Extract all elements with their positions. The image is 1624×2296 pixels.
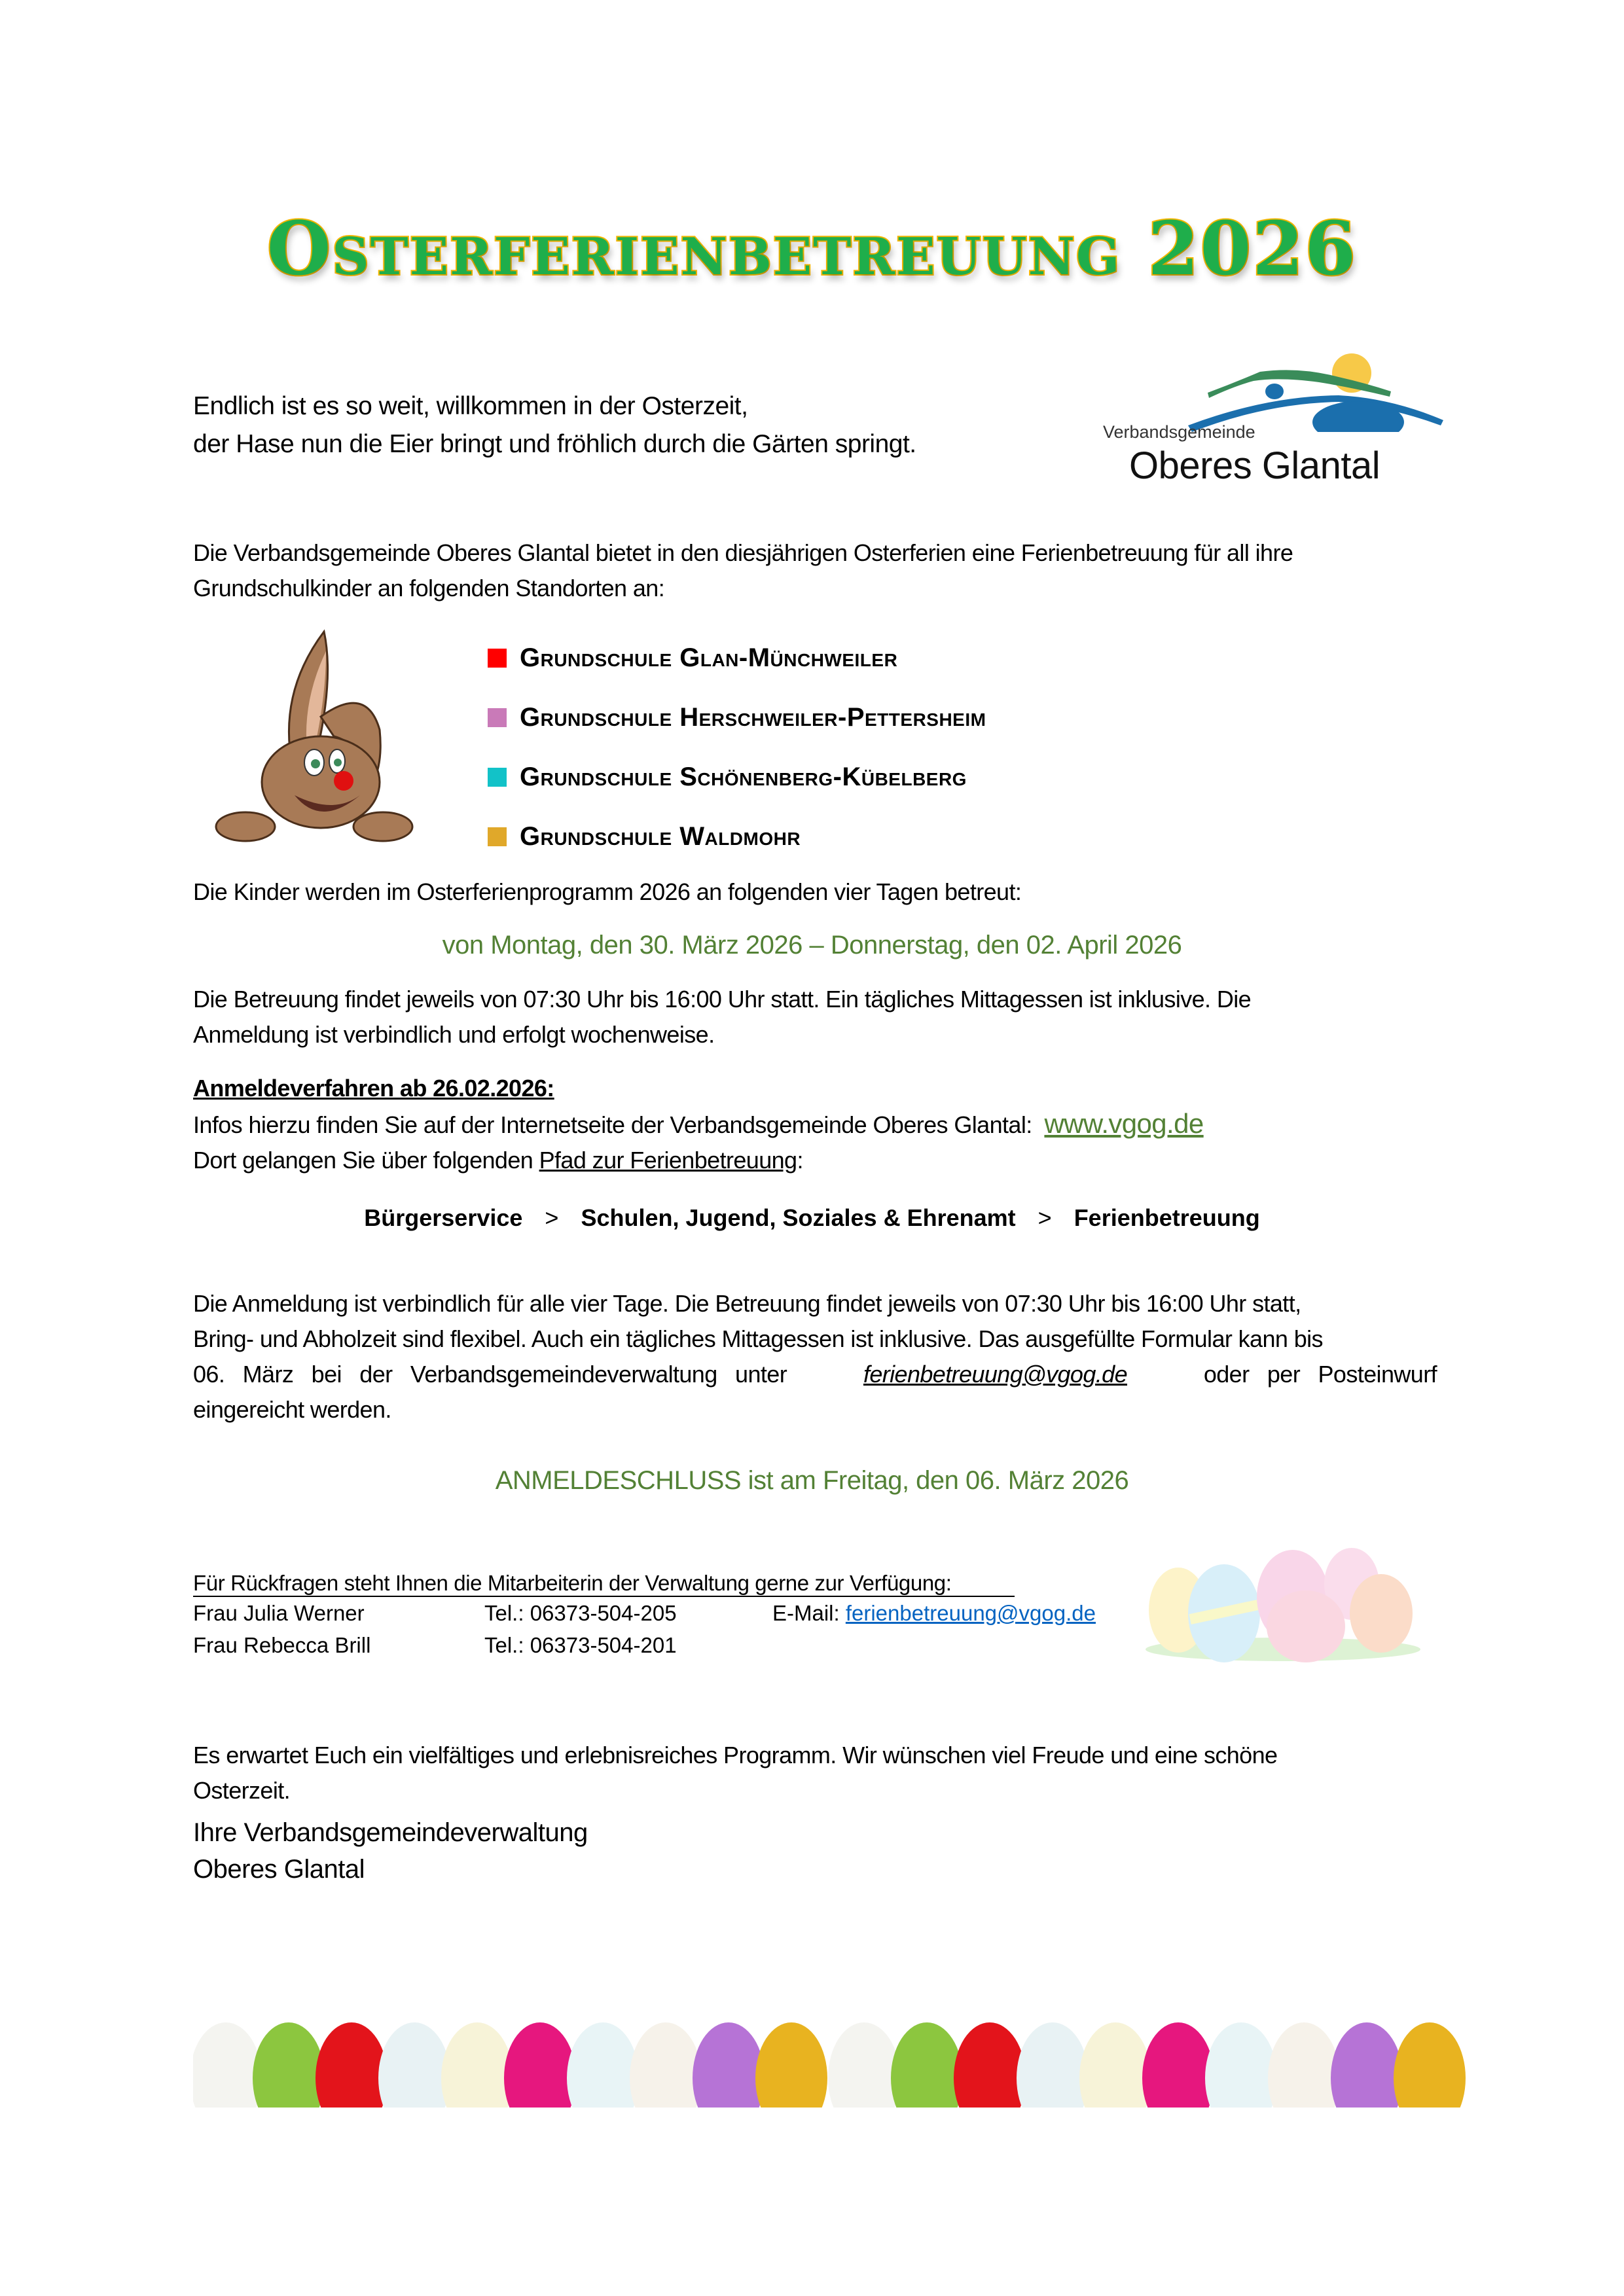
logo-small-text: Verbandsgemeinde (1103, 422, 1255, 442)
offer-line: Die Verbandsgemeinde Oberes Glantal bietet in den diesjährigen Osterferien eine Ferienbetreuung für all ihre (193, 539, 1293, 566)
easter-egg (1268, 2022, 1340, 2121)
easter-eggs-faded-image (1136, 1538, 1430, 1662)
offer-line: Grundschulkinder an folgenden Standorten an: (193, 575, 665, 601)
signature (193, 1814, 588, 1888)
details-line: eingereicht werden. (193, 1396, 391, 1423)
square-bullet-icon (488, 827, 507, 846)
breadcrumb (0, 1204, 1624, 1232)
signature-line: Ihre Verbandsgemeindeverwaltung (193, 1818, 588, 1847)
school-name: Grundschule Schönenberg-Kübelberg (520, 762, 967, 791)
registration-deadline: ANMELDESCHLUSS ist am Freitag, den 06. März 2026 (495, 1466, 1129, 1495)
details-line (193, 1357, 1437, 1392)
easter-egg (755, 2022, 827, 2121)
easter-egg (504, 2022, 576, 2121)
easter-egg (630, 2022, 702, 2121)
easter-egg (954, 2022, 1026, 2121)
closing-paragraph (193, 1738, 1437, 1808)
school-item (488, 628, 986, 688)
offer-paragraph (193, 535, 1437, 606)
details-text: oder per Posteinwurf (1203, 1361, 1437, 1388)
email-link[interactable]: ferienbetreuung@vgog.de (863, 1361, 1127, 1388)
easter-bunny-illustration (209, 619, 419, 848)
closing-line: Es erwartet Euch ein vielfältiges und erlebnisreiches Programm. Wir wünschen viel Freude und eine schöne (193, 1742, 1278, 1768)
registration-heading: Anmeldeverfahren ab 26.02.2026: (193, 1075, 554, 1102)
details-line: Die Anmeldung ist verbindlich für alle vier Tage. Die Betreuung findet jeweils von 07:30 Uhr bis 16:00 Uhr statt, (193, 1290, 1301, 1317)
square-bullet-icon (488, 649, 507, 668)
easter-egg (1017, 2022, 1089, 2121)
school-item (488, 688, 986, 747)
contact-email-link[interactable]: ferienbetreuung@vgog.de (845, 1601, 1096, 1625)
breadcrumb-item: Ferienbetreuung (1074, 1204, 1260, 1231)
hours-line: Die Betreuung findet jeweils von 07:30 Uhr bis 16:00 Uhr statt. Ein tägliches Mittagessen ist inklusive. Die (193, 986, 1252, 1013)
school-list (488, 628, 986, 867)
easter-egg (378, 2022, 450, 2121)
intro-line: der Hase nun die Eier bringt und fröhlich durch die Gärten springt. (193, 430, 916, 458)
breadcrumb-separator: > (545, 1204, 559, 1231)
path-intro-line (193, 1143, 1437, 1178)
signature-line: Oberes Glantal (193, 1855, 365, 1884)
breadcrumb-item: Schulen, Jugend, Soziales & Ehrenamt (581, 1204, 1016, 1231)
intro-poem (193, 387, 916, 463)
contact-email (772, 1597, 1096, 1629)
hours-line: Anmeldung ist verbindlich und erfolgt wochenweise. (193, 1021, 715, 1048)
contact-phone: Tel.: 06373-504-201 (484, 1633, 677, 1657)
easter-egg (316, 2022, 388, 2121)
registration-info-line (193, 1106, 1437, 1143)
easter-egg (193, 2022, 262, 2121)
title-text: Osterferienbetreuung 2026 (266, 206, 1358, 292)
easter-egg (1205, 2022, 1277, 2121)
school-name: Grundschule Herschweiler-Pettersheim (520, 703, 986, 732)
square-bullet-icon (488, 768, 507, 787)
path-colon: : (797, 1147, 803, 1174)
days-intro-text: Die Kinder werden im Osterferienprogramm 2026 an folgenden vier Tagen betreut: (193, 878, 1022, 905)
details-paragraph (193, 1286, 1437, 1427)
logo-verbandsgemeinde (1103, 347, 1443, 497)
easter-egg (253, 2022, 325, 2121)
square-bullet-icon (488, 708, 507, 727)
contact-phone: Tel.: 06373-504-205 (484, 1601, 677, 1625)
logo-landscape-icon (1103, 347, 1443, 432)
intro-line: Endlich ist es so weit, willkommen in der Osterzeit, (193, 392, 748, 420)
eggs-row-icon (193, 2003, 1486, 2121)
contact-list (193, 1597, 1096, 1661)
website-link[interactable]: www.vgog.de (1044, 1108, 1204, 1139)
easter-egg (1142, 2022, 1214, 2121)
easter-eggs-border-image (193, 2003, 1486, 2121)
path-intro-text: Dort gelangen Sie über folgenden (193, 1147, 539, 1174)
care-dates: von Montag, den 30. März 2026 – Donnerstag, den 02. April 2026 (442, 931, 1182, 960)
easter-egg (693, 2022, 765, 2121)
details-text: 06. März bei der Verbandsgemeindeverwaltung unter (193, 1361, 787, 1388)
easter-egg (891, 2022, 963, 2121)
logo-large-text: Oberes Glantal (1129, 444, 1380, 487)
easter-egg (441, 2022, 513, 2121)
breadcrumb-separator: > (1038, 1204, 1052, 1231)
easter-egg (567, 2022, 639, 2121)
school-item (488, 807, 986, 867)
registration-info-text: Infos hierzu finden Sie auf der Internetseite der Verbandsgemeinde Oberes Glantal: (193, 1111, 1032, 1138)
contact-row (193, 1597, 1096, 1629)
school-item (488, 747, 986, 807)
registration-section (193, 1071, 1437, 1178)
contact-name: Frau Rebecca Brill (193, 1633, 371, 1657)
path-underlined-text: Pfad zur Ferienbetreuung (539, 1147, 797, 1174)
easter-egg (1394, 2022, 1466, 2121)
eggs-icon (1136, 1538, 1430, 1662)
easter-egg (1079, 2022, 1151, 2121)
details-line: Bring- und Abholzeit sind flexibel. Auch ein tägliches Mittagessen ist inklusive. Das ausgefüllte Formular kann bis (193, 1325, 1323, 1352)
contacts-heading: Für Rückfragen steht Ihnen die Mitarbeiterin der Verwaltung gerne zur Verfügung: (193, 1571, 952, 1595)
contact-row (193, 1629, 1096, 1661)
contact-name: Frau Julia Werner (193, 1601, 365, 1625)
email-label: E-Mail: (772, 1601, 846, 1625)
bunny-icon (209, 619, 419, 848)
hours-paragraph (193, 982, 1437, 1052)
page-title (0, 206, 1624, 292)
easter-egg (828, 2022, 900, 2121)
easter-egg (1331, 2022, 1403, 2121)
closing-line: Osterzeit. (193, 1777, 291, 1804)
school-name: Grundschule Waldmohr (520, 822, 801, 851)
breadcrumb-item: Bürgerservice (364, 1204, 523, 1231)
school-name: Grundschule Glan-Münchweiler (520, 643, 898, 672)
